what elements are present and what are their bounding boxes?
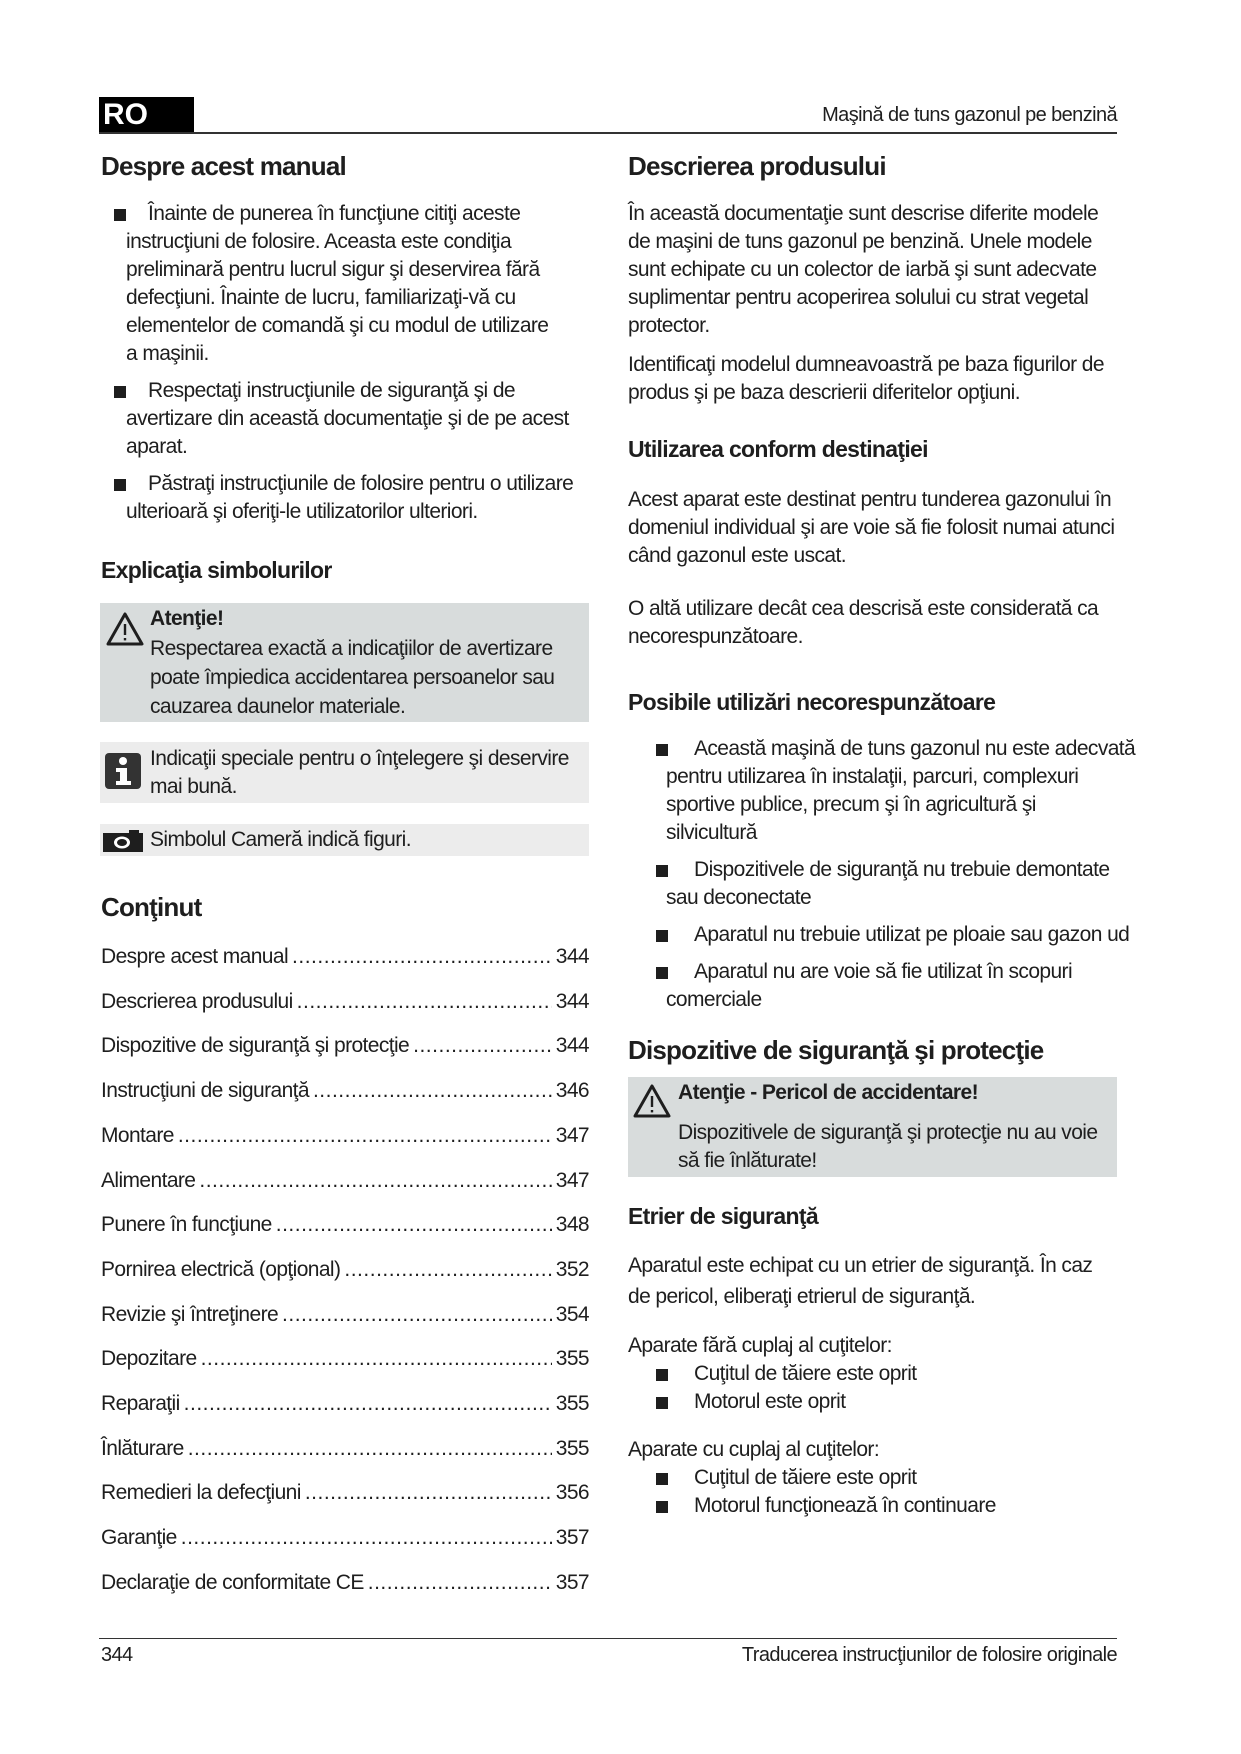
toc-label: Garanţie [101,1526,177,1550]
toc-page: 354 [555,1302,589,1326]
text-line: Respectaţi instrucţiunile de siguranţă şi de [148,379,515,402]
bullet-item [126,377,596,461]
toc-leader-dots [276,1211,552,1239]
warning-note [100,603,589,722]
text-line: Aparatul nu are voie să fie utilizat în scopuri [694,960,1073,983]
toc-entry[interactable] [101,1524,589,1552]
text-line: O altă utilizare decât cea descrisă este considerată ca [628,597,1099,620]
toc-page: 347 [555,1123,589,1147]
toc-leader-dots [292,943,552,971]
text-line: Această maşină de tuns gazonul nu este adecvată [694,737,1136,760]
toc-leader-dots [344,1256,551,1284]
toc-page: 355 [555,1347,589,1371]
with-clutch-label: Aparate cu cuplaj al cuţitelor: [628,1438,880,1461]
toc-leader-dots [313,1077,552,1105]
bullet-item [126,470,596,526]
text-line: elementelor de comandă şi cu modul de utilizare [126,314,549,337]
text-line: silvicultură [666,821,757,844]
bullet-square-icon [656,865,668,877]
toc-leader-dots [184,1390,552,1418]
intended-use-paragraph-1 [628,486,1114,570]
text-line: preliminară pentru lucrul sigur şi deservirea fără [126,258,540,281]
bullet-square-icon [656,930,668,942]
toc-page: 357 [555,1570,589,1594]
toc-label: Instrucţiuni de siguranţă [101,1079,309,1103]
toc-label: Punere în funcţiune [101,1213,272,1237]
camera-note [100,824,589,856]
toc-label: Alimentare [101,1168,196,1192]
toc-entry[interactable] [101,1435,589,1463]
toc-label: Pornirea electrică (opţional) [101,1257,341,1281]
toc-page: 355 [555,1392,589,1415]
toc-page: 355 [555,1436,589,1460]
toc-entry[interactable] [101,1301,589,1329]
safety-warning-title: Atenţie - Pericol de accidentare! [678,1081,978,1104]
text-line: de pericol, eliberaţi etrierul de siguranţă. [628,1285,976,1308]
list-item-text: Cuţitul de tăiere este oprit [694,1466,917,1489]
toc-leader-dots [201,1345,552,1373]
toc-entry[interactable] [101,1390,589,1418]
bullet-item [126,200,596,368]
section-title-intended-use: Utilizarea conform destinaţiei [628,436,928,462]
text-line: instrucţiuni de folosire. Aceasta este condiţia [126,230,512,253]
text-line: să fie înlăturate! [678,1149,817,1172]
text-line: sau deconectate [666,886,812,909]
text-line: necorespunzătoare. [628,625,803,648]
list-item-text: Cuţitul de tăiere este oprit [694,1362,917,1385]
text-line: domeniul individual şi are voie să fie folosit numai atunci [628,516,1115,539]
text-line: avertizare din această documentaţie şi de pe acest [126,407,569,430]
toc-page: 344 [555,989,589,1013]
text-line: În această documentaţie sunt descrise diferite modele [628,202,1099,225]
toc-leader-dots [413,1032,552,1060]
toc-label: Dispozitive de siguranţă şi protecţie [101,1034,410,1058]
safety-warning-text [678,1119,1097,1175]
footer-note: Traducerea instrucţiunilor de folosire originale [741,1644,1117,1666]
toc-page: 348 [555,1213,589,1237]
product-paragraph-1 [628,200,1098,340]
text-line: poate împiedica accidentarea persoanelor sau [150,666,555,689]
text-line: când gazonul este uscat. [628,544,846,567]
info-text [150,745,569,801]
bullet-square-icon [114,209,126,221]
bullet-square-icon [656,1473,668,1485]
list-item [628,1464,996,1492]
section-title-product: Descrierea produsului [628,151,886,181]
toc-label: Remedieri la defecţiuni [101,1481,301,1505]
camera-icon [103,830,143,852]
toc-entry[interactable] [101,1077,589,1105]
toc-entry[interactable] [101,1569,589,1597]
intended-use-paragraph-2 [628,595,1098,651]
bullet-square-icon [656,1501,668,1513]
bullet-square-icon [114,479,126,491]
bullet-item [658,735,1138,847]
toc-entry[interactable] [101,1256,589,1284]
toc-leader-dots [188,1435,552,1463]
toc-page: 347 [555,1168,589,1192]
footer-divider [99,1638,1117,1639]
bullet-item [658,856,1138,912]
section-title-misuse: Posibile utilizări necorespunzătoare [628,689,996,715]
info-note [100,742,589,803]
list-item [628,1360,917,1388]
text-line: de maşini de tuns gazonul pe benzină. Unele modele [628,230,1092,253]
warning-text [150,634,554,721]
text-line: Respectarea exactă a indicaţiilor de avertizare [150,637,553,660]
toc-label: Revizie şi întreţinere [101,1302,279,1326]
camera-text: Simbolul Cameră indică figuri. [150,828,411,851]
toc-leader-dots [178,1122,552,1150]
safety-bail-paragraph [628,1250,1092,1312]
list-item-text: Motorul funcţionează în continuare [694,1494,996,1517]
text-line: Identificaţi modelul dumneavoastră pe baza figurilor de [628,353,1104,376]
toc-label: Înlăturare [101,1436,184,1460]
text-line: mai bună. [150,775,237,798]
section-title-safety-bail: Etrier de siguranţă [628,1203,818,1229]
text-line: cauzarea daunelor materiale. [150,695,406,718]
bullet-square-icon [656,1369,668,1381]
bullet-square-icon [656,744,668,756]
text-line: produs şi pe baza descrierii diferitelor opţiuni. [628,381,1020,404]
toc-entry[interactable] [101,1167,589,1195]
list-item-text: Motorul este oprit [694,1390,846,1413]
text-line: Aparatul nu trebuie utilizat pe ploaie sau gazon ud [694,923,1130,946]
document-title: Maşină de tuns gazonul pe benzină [822,104,1117,126]
text-line: Dispozitivele de siguranţă nu trebuie demontate [694,858,1110,881]
text-line: ulterioară şi oferiţi-le utilizatorilor ulteriori. [126,500,478,523]
warning-triangle-icon [105,611,145,647]
text-line: comerciale [666,988,762,1011]
text-line: a maşinii. [126,342,209,365]
toc-entry[interactable] [101,1479,589,1507]
list-item [628,1388,917,1416]
text-line: sportive publice, precum şi în agricultură şi [666,793,1036,816]
toc-page: 352 [555,1257,589,1281]
header-divider [99,132,1117,134]
list-item [628,1492,996,1520]
with-clutch-list [628,1464,996,1520]
text-line: protector. [628,314,710,337]
toc-leader-dots [368,1569,552,1597]
bullet-square-icon [656,1397,668,1409]
bullet-square-icon [656,967,668,979]
warning-triangle-icon [632,1083,672,1119]
bullet-item [658,921,1138,949]
bullet-square-icon [114,386,126,398]
text-line: Acest aparat este destinat pentru tunderea gazonului în [628,488,1112,511]
section-title-about: Despre acest manual [101,151,346,181]
toc-entry[interactable] [101,943,589,971]
toc-page: 344 [555,1034,589,1058]
toc-label: Descrierea produsului [101,989,293,1013]
text-line: Dispozitivele de siguranţă şi protecţie nu au voie [678,1121,1098,1144]
toc-leader-dots [297,988,552,1016]
toc-label: Depozitare [101,1347,197,1371]
toc-page: 344 [555,945,589,968]
about-bullets [126,200,596,535]
text-line: suplimentar pentru acoperirea solului cu strat vegetal [628,286,1089,309]
toc-label: Declaraţie de conformitate CE [101,1570,364,1594]
toc-page: 356 [555,1481,589,1505]
page-number: 344 [101,1644,133,1666]
toc-entry[interactable] [101,1211,589,1239]
info-icon [104,752,142,790]
warning-title: Atenţie! [150,607,224,630]
without-clutch-label: Aparate fără cuplaj al cuţitelor: [628,1334,892,1357]
text-line: defecţiuni. Înainte de lucru, familiarizaţi-vă cu [126,286,516,309]
toc-page: 357 [555,1526,589,1550]
toc-label: Despre acest manual [101,945,289,968]
text-line: sunt echipate cu un colector de iarbă şi sunt adecvate [628,258,1097,281]
text-line: Indicaţii speciale pentru o înţelegere şi deservire [150,747,569,770]
toc-leader-dots [282,1301,552,1329]
product-paragraph-2 [628,351,1104,407]
toc-leader-dots [181,1524,552,1552]
toc-label: Reparaţii [101,1392,180,1415]
toc-leader-dots [305,1479,552,1507]
toc-entry[interactable] [101,1032,589,1060]
without-clutch-list [628,1360,917,1416]
text-line: Aparatul este echipat cu un etrier de siguranţă. În caz [628,1254,1093,1277]
text-line: pentru utilizarea în instalaţii, parcuri, complexuri [666,765,1079,788]
toc-entry[interactable] [101,988,589,1016]
text-line: aparat. [126,435,188,458]
toc-entry[interactable] [101,1345,589,1373]
toc-entry[interactable] [101,1122,589,1150]
section-title-contents: Conţinut [101,892,202,922]
misuse-bullets [658,735,1138,1023]
language-badge: RO [99,97,194,133]
text-line: Înainte de punerea în funcţiune citiţi aceste [148,202,521,225]
section-title-safety: Dispozitive de siguranţă şi protecţie [628,1035,1044,1065]
safety-warning-note [628,1077,1117,1177]
section-title-symbols: Explicaţia simbolurilor [101,557,332,583]
text-line: Păstraţi instrucţiunile de folosire pentru o utilizare [148,472,574,495]
toc-leader-dots [199,1167,551,1195]
bullet-item [658,958,1138,1014]
toc-label: Montare [101,1123,174,1147]
toc-page: 346 [555,1079,589,1103]
